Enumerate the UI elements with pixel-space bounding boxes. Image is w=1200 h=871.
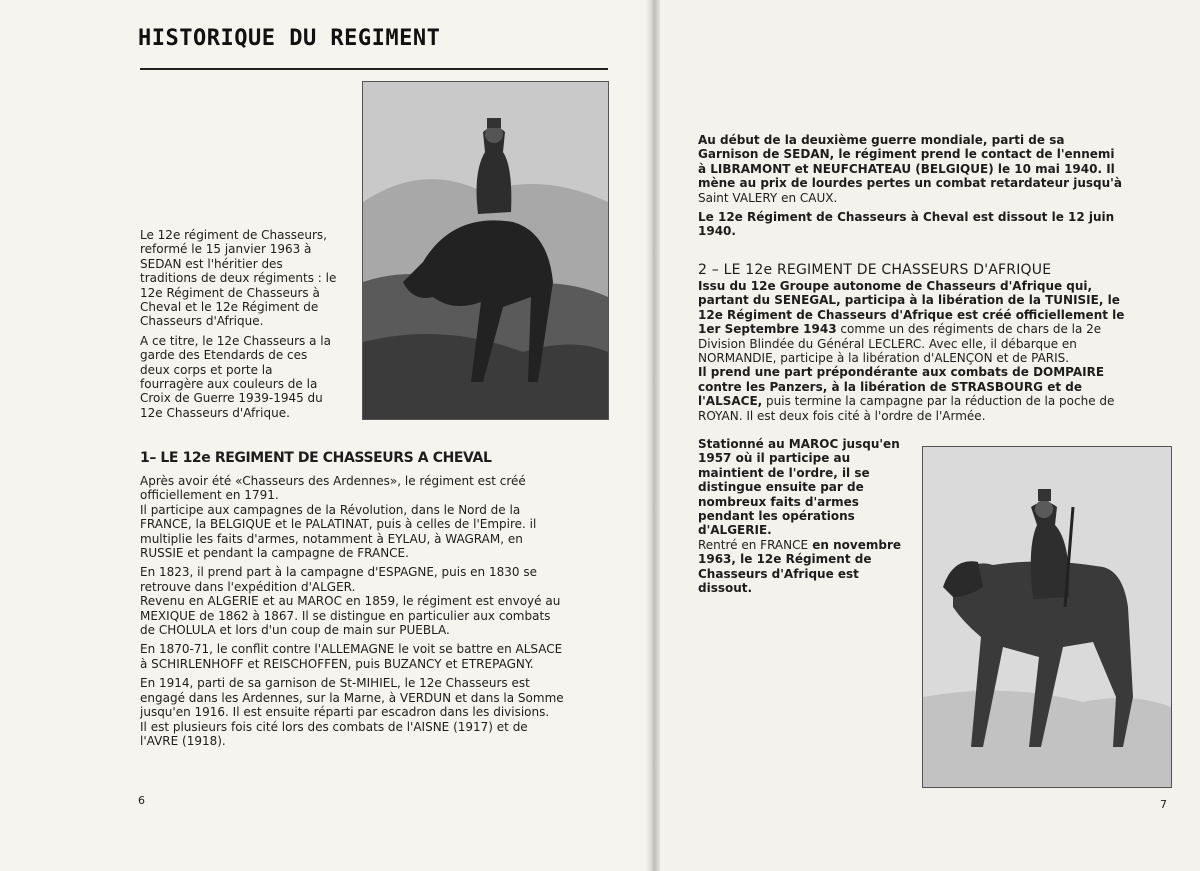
page-number-right: 7: [1160, 798, 1167, 811]
morocco-paragraph: Stationné au MAROC jusqu'en 1957 où il participe au maintient de l'ordre, il se distingue ensuite par de nombreux faits d'armes pendant les opérations d'ALGERIE.: [698, 437, 900, 538]
section-1-paragraph: Il est plusieurs fois cité lors des combats de l'AISNE (1917) et de l'AVRE (1918).: [140, 719, 528, 748]
book-spine: [646, 0, 660, 871]
section-1-paragraph: En 1823, il prend part à la campagne d'ESPAGNE, puis en 1830 se retrouve dans l'expédition d'ALGER.: [140, 565, 537, 594]
section-2-bold-run: Issu du 12e Groupe autonome de Chasseurs d'Afrique qui, partant du SENEGAL, participa à la libération de la TUNISIE, le 12e Régiment de Chasseurs d'Afrique est créé officiellement le 1er Septembre 1943: [698, 279, 1125, 337]
morocco-paragraph: [698, 538, 903, 596]
page-number-left: 6: [138, 794, 145, 807]
section-1-text: [140, 474, 565, 753]
section-2-run: comme un des régiments de chars de la 2e Division Blindée du Général LECLERC. Avec elle, il débarque en NORMANDIE, participe à la libération d'ALENÇON et de PARIS.: [698, 322, 1102, 366]
section-2-heading: 2 – LE 12e REGIMENT DE CHASSEURS D'AFRIQUE: [698, 262, 1052, 278]
section-2-bold-run: Il prend une part prépondérante aux combats de DOMPAIRE contre les Panzers, à la libération de STRASBOURG et de l'ALSACE,: [698, 365, 1105, 409]
title-rule: [140, 68, 608, 70]
section-2-paragraph: [698, 279, 1128, 365]
ww2-text: [698, 133, 1123, 244]
ww2-paragraph: Saint VALERY en CAUX.: [698, 190, 838, 205]
page-title: HISTORIQUE DU REGIMENT: [138, 26, 441, 51]
section-1-paragraph: En 1914, parti de sa garnison de St-MIHIEL, le 12e Chasseurs est engagé dans les Ardennes, sur la Marne, à VERDUN et dans la Somme jusqu'en 1916. Il est ensuite réparti par escadron dans les divisions.: [140, 676, 564, 720]
morocco-bold-run: en novembre 1963, le 12e Régiment de Chasseurs d'Afrique est dissout.: [698, 537, 902, 596]
ww2-paragraph: Le 12e Régiment de Chasseurs à Cheval est dissout le 12 juin 1940.: [698, 210, 1115, 239]
section-2-text: [698, 279, 1128, 428]
section-1-paragraph: En 1870-71, le conflit contre l'ALLEMAGNE le voit se battre en ALSACE à SCHIRLENHOFF et REISCHOFFEN, puis BUZANCY et ETREPAGNY.: [140, 642, 563, 671]
section-2-run: puis termine la campagne par la réduction de la poche de ROYAN. Il est deux fois cité à l'ordre de l'Armée.: [698, 394, 1115, 423]
intro-text: [140, 228, 338, 425]
section-1-paragraph: Après avoir été «Chasseurs des Ardennes», le régiment est créé officiellement en 1791.: [140, 474, 526, 503]
section-1-paragraph: Revenu en ALGERIE et au MAROC en 1859, le régiment est envoyé au MEXIQUE de 1862 à 1867. Il se distingue en particulier aux combats de CHOLULA et lors d'un coup de main sur PUEBLA.: [140, 594, 561, 638]
section-1-heading: 1– LE 12e REGIMENT DE CHASSEURS A CHEVAL: [140, 450, 492, 466]
illustration-cavalry-chasseur: [362, 81, 609, 420]
intro-paragraph: Le 12e régiment de Chasseurs, reformé le 15 janvier 1963 à SEDAN est l'héritier des traditions de deux régiments : le 12e Régiment de Chasseurs à Cheval et le 12e Régiment de Chasseurs d'Afrique.: [140, 228, 337, 329]
morocco-text: [698, 437, 903, 600]
morocco-run: Rentré en FRANCE: [698, 537, 809, 552]
intro-paragraph: A ce titre, le 12e Chasseurs a la garde des Etendards de ces deux corps et porte la fourragère aux couleurs de la Croix de Guerre 1939-1945 du 12e Chasseurs d'Afrique.: [140, 333, 331, 420]
section-1-paragraph: Il participe aux campagnes de la Révolution, dans le Nord de la FRANCE, la BELGIQUE et le PALATINAT, puis à celles de l'Empire. il multiplie les faits d'armes, notamment à EYLAU, à WAGRAM, en RUSSIE et pendant la campagne de FRANCE.: [140, 502, 537, 561]
illustration-african-chasseur: [922, 446, 1172, 788]
ww2-paragraph: Au début de la deuxième guerre mondiale, parti de sa Garnison de SEDAN, le régiment prend le contact de l'ennemi à LIBRAMONT et NEUFCHATEAU (BELGIQUE) le 10 mai 1940. Il mène au prix de lourdes pertes un combat retardateur jusqu'à: [698, 133, 1122, 191]
section-2-paragraph: [698, 365, 1128, 423]
